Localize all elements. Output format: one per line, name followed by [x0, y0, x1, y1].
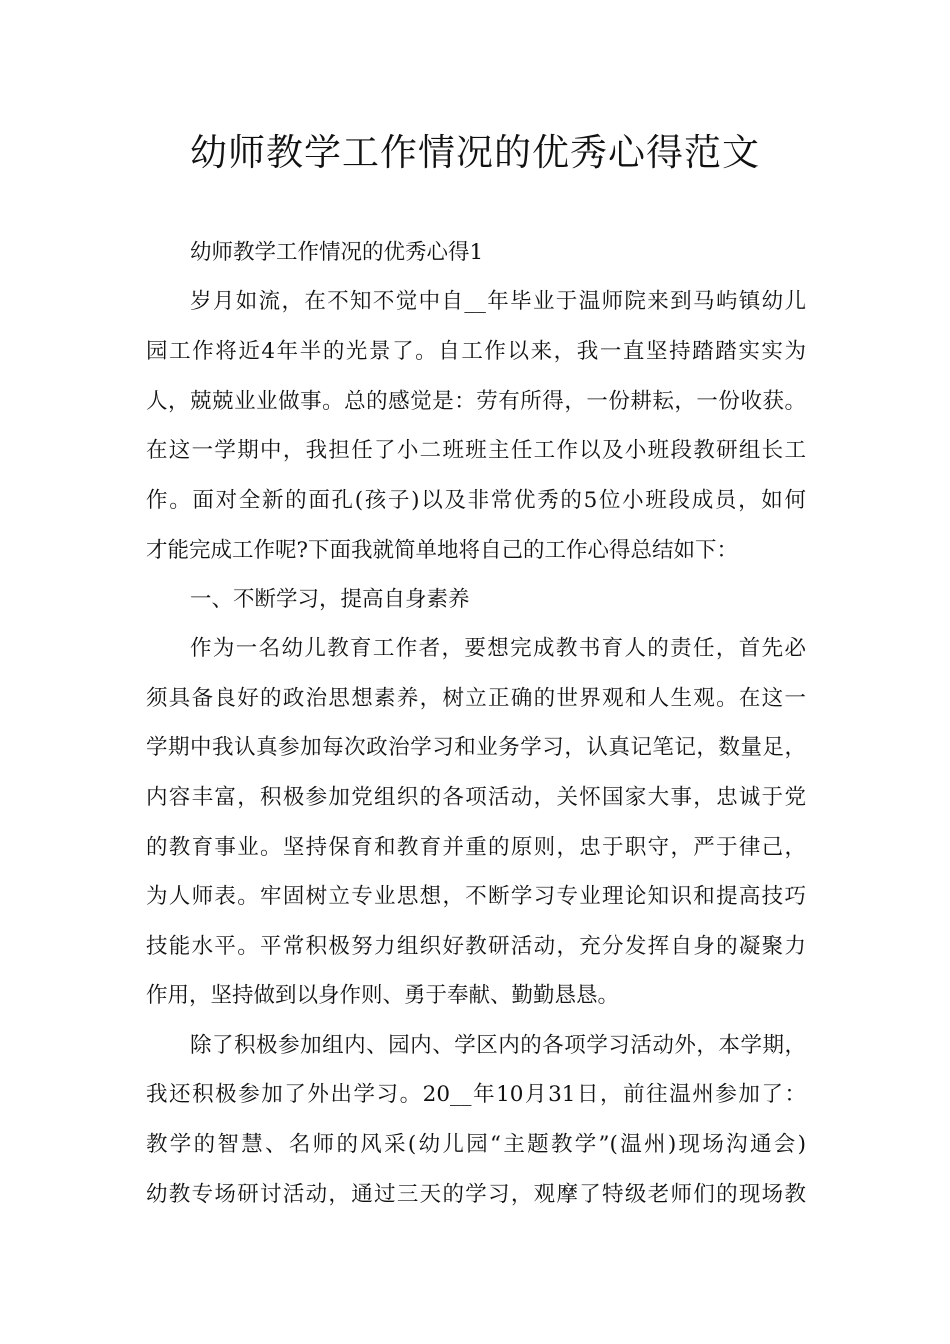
paragraph-line: 幼教专场研讨活动，通过三天的学习，观摩了特级老师们的现场教 [146, 1182, 806, 1207]
paragraph-line: 教学的智慧、名师的风采(幼儿园“主题教学”(温州)现场沟通会) [146, 1132, 806, 1157]
paragraph-line: 作。面对全新的面孔(孩子)以及非常优秀的5位小班段成员，如何 [146, 488, 806, 513]
paragraph-line: 的教育事业。坚持保育和教育并重的原则，忠于职守，严于律己， [146, 835, 806, 860]
paragraph-line: 岁月如流，在不知不觉中自__年毕业于温师院来到马屿镇幼儿 [190, 289, 806, 314]
paragraph-line: 才能完成工作呢?下面我就简单地将自己的工作心得总结如下： [146, 538, 739, 563]
paragraph-line: 作用，坚持做到以身作则、勇于奉献、勤勤恳恳。 [146, 983, 620, 1008]
paragraph-line: 学期中我认真参加每次政治学习和业务学习，认真记笔记，数量足， [146, 735, 806, 760]
paragraph-line: 除了积极参加组内、园内、学区内的各项学习活动外，本学期， [190, 1033, 806, 1058]
section-heading: 一、不断学习，提高自身素养 [190, 587, 470, 612]
paragraph-line: 人，兢兢业业做事。总的感觉是：劳有所得，一份耕耘，一份收获。 [146, 389, 806, 414]
paragraph-line: 内容丰富，积极参加党组织的各项活动，关怀国家大事，忠诚于党 [146, 785, 806, 810]
paragraph-line: 技能水平。平常积极努力组织好教研活动，充分发挥自身的凝聚力 [146, 934, 806, 959]
document-title: 幼师教学工作情况的优秀心得范文 [190, 131, 760, 174]
section-heading: 幼师教学工作情况的优秀心得1 [190, 240, 484, 265]
paragraph-line: 为人师表。牢固树立专业思想，不断学习专业理论知识和提高技巧 [146, 884, 806, 909]
paragraph-line: 园工作将近4年半的光景了。自工作以来，我一直坚持踏踏实实为 [146, 339, 806, 364]
paragraph-line: 我还积极参加了外出学习。20__年10月31日，前往温州参加了： [146, 1082, 806, 1107]
paragraph-line: 须具备良好的政治思想素养，树立正确的世界观和人生观。在这一 [146, 686, 806, 711]
paragraph-line: 作为一名幼儿教育工作者，要想完成教书育人的责任，首先必 [190, 636, 806, 661]
paragraph-line: 在这一学期中，我担任了小二班班主任工作以及小班段教研组长工 [146, 438, 806, 463]
